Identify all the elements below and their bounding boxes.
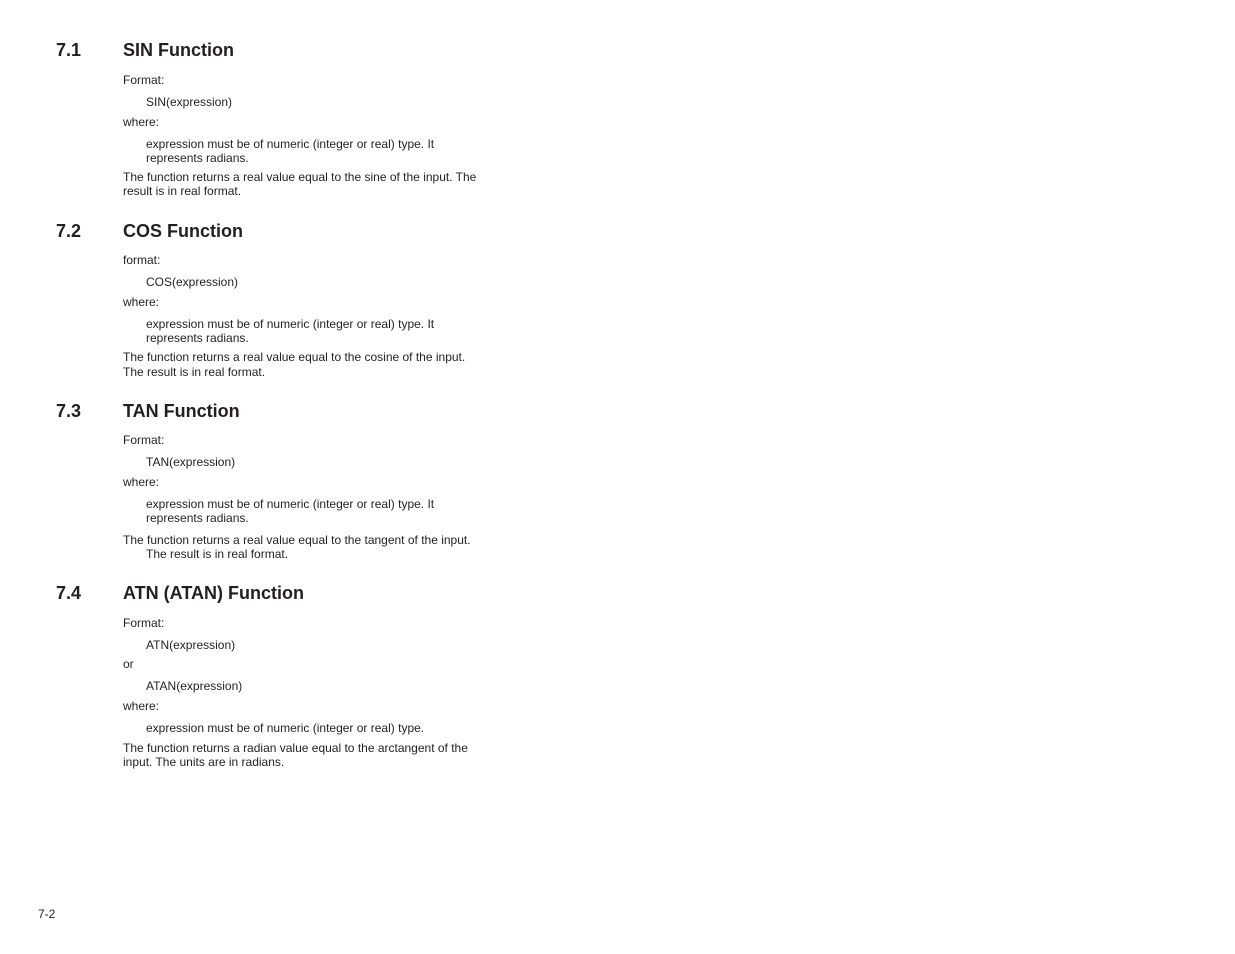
where-description: represents radians. — [146, 331, 249, 345]
where-description: expression must be of numeric (integer or real) type. It — [146, 137, 435, 151]
result-description: The result is in real format. — [123, 365, 266, 379]
syntax-line: ATN(expression) — [146, 638, 236, 652]
where-description: expression must be of numeric (integer or real) type. — [146, 721, 425, 735]
page-number: 7-2 — [38, 907, 56, 921]
where-label: where: — [123, 115, 160, 129]
section-title: TAN Function — [123, 401, 240, 421]
result-description: result is in real format. — [123, 184, 242, 198]
section-title: ATN (ATAN) Function — [123, 583, 304, 603]
format-label: Format: — [123, 433, 165, 447]
format-label: Format: — [123, 73, 165, 87]
result-description: The function returns a real value equal to the cosine of the input. — [123, 350, 466, 364]
section-number: 7.3 — [56, 401, 82, 421]
where-description: represents radians. — [146, 151, 249, 165]
where-label: where: — [123, 699, 160, 713]
where-description: expression must be of numeric (integer or real) type. It — [146, 317, 435, 331]
result-description: The result is in real format. — [146, 547, 289, 561]
section-number: 7.1 — [56, 40, 82, 60]
section-title: SIN Function — [123, 40, 234, 60]
result-description: input. The units are in radians. — [123, 755, 285, 769]
syntax-line-alt: ATAN(expression) — [146, 679, 243, 693]
format-label: format: — [123, 253, 161, 267]
result-description: The function returns a real value equal to the sine of the input. The — [123, 170, 477, 184]
where-description: represents radians. — [146, 511, 249, 525]
where-label: where: — [123, 475, 160, 489]
or-label: or — [123, 657, 134, 671]
section-title: COS Function — [123, 221, 243, 241]
where-description: expression must be of numeric (integer or real) type. It — [146, 497, 435, 511]
format-label: Format: — [123, 616, 165, 630]
section-number: 7.4 — [56, 583, 82, 603]
section-number: 7.2 — [56, 221, 82, 241]
where-label: where: — [123, 295, 160, 309]
syntax-line: TAN(expression) — [146, 455, 236, 469]
result-description: The function returns a radian value equal to the arctangent of the — [123, 741, 468, 755]
result-description: The function returns a real value equal to the tangent of the input. — [123, 533, 471, 547]
syntax-line: COS(expression) — [146, 275, 239, 289]
syntax-line: SIN(expression) — [146, 95, 233, 109]
